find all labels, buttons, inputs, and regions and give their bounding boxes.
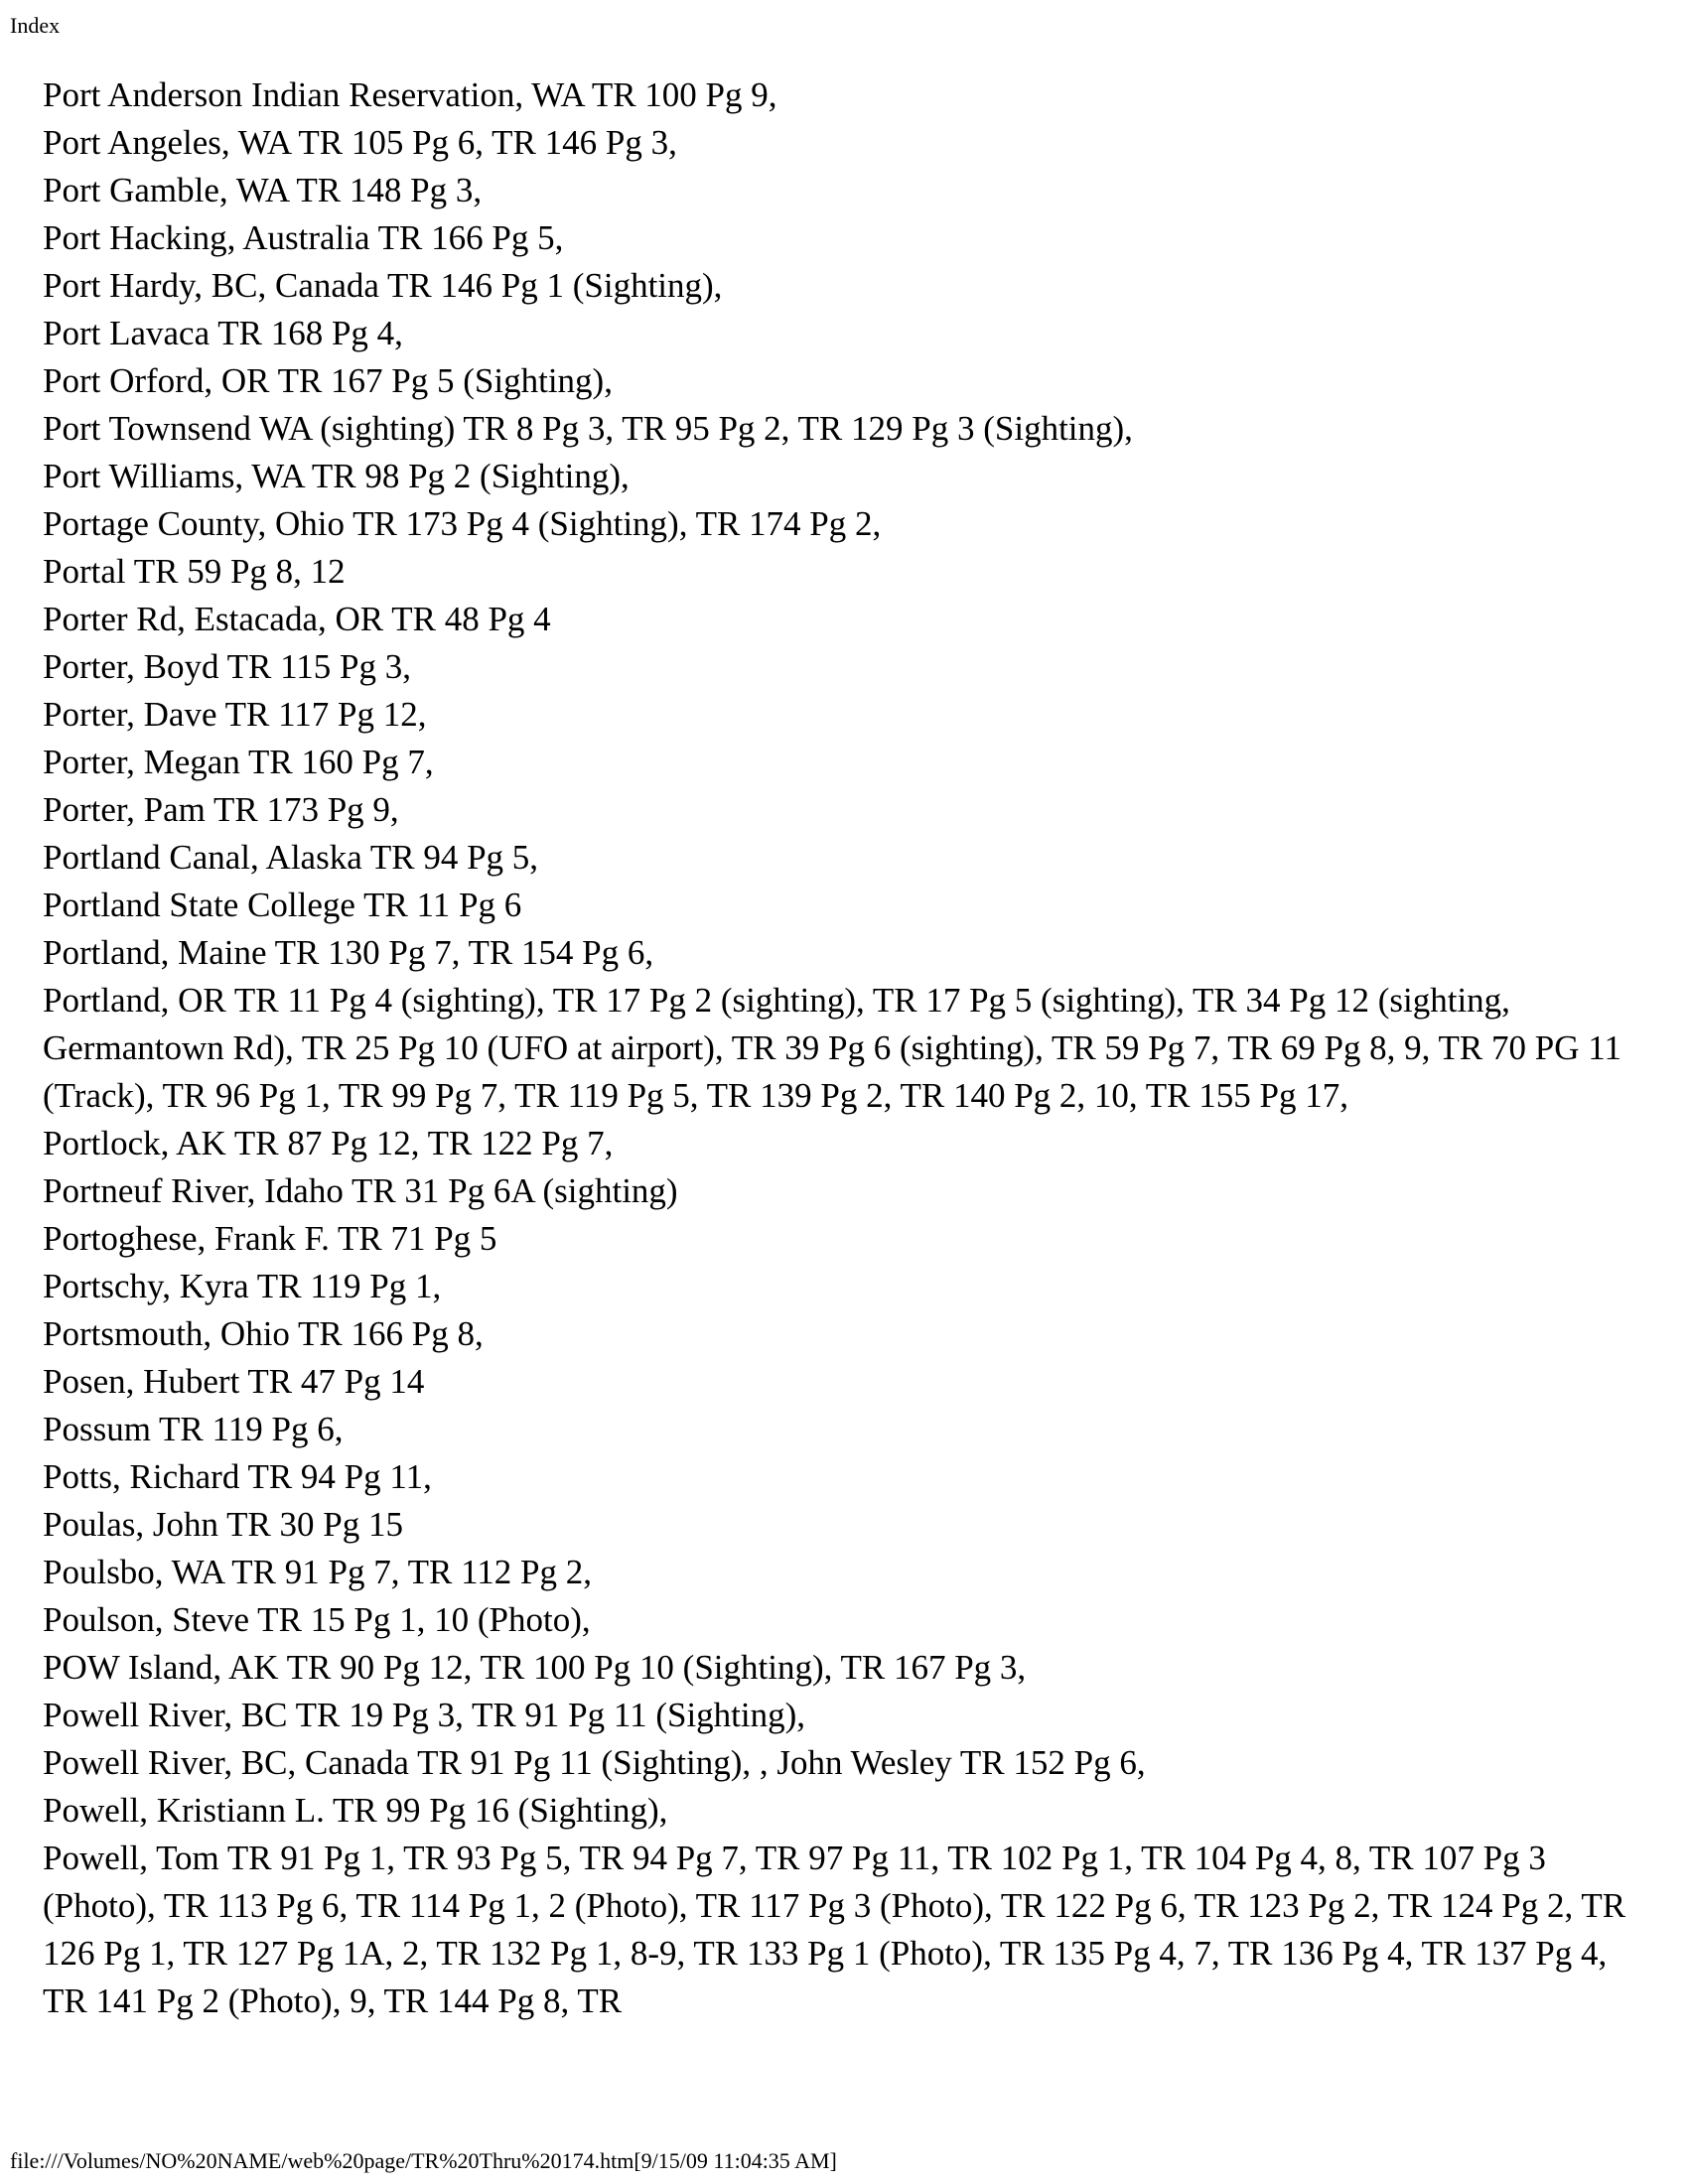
index-entry: Poulsbo, WA TR 91 Pg 7, TR 112 Pg 2, — [43, 1553, 592, 1591]
index-entry: Porter Rd, Estacada, OR TR 48 Pg 4 — [43, 600, 551, 638]
index-entry: Powell River, BC TR 19 Pg 3, TR 91 Pg 11 (Sighting), — [43, 1696, 806, 1734]
index-entry: Port Hardy, BC, Canada TR 146 Pg 1 (Sighting), — [43, 266, 723, 305]
index-entry: Portoghese, Frank F. TR 71 Pg 5 — [43, 1219, 497, 1258]
index-entry: Portsmouth, Ohio TR 166 Pg 8, — [43, 1314, 484, 1353]
index-entry: Poulas, John TR 30 Pg 15 — [43, 1505, 404, 1544]
index-entry: Portlock, AK TR 87 Pg 12, TR 122 Pg 7, — [43, 1124, 614, 1162]
index-entry: Porter, Boyd TR 115 Pg 3, — [43, 647, 411, 686]
index-entry: Poulson, Steve TR 15 Pg 1, 10 (Photo), — [43, 1600, 591, 1639]
index-entry: Possum TR 119 Pg 6, — [43, 1410, 344, 1448]
index-entry: Portal TR 59 Pg 8, 12 — [43, 552, 346, 591]
index-entry: Powell River, BC, Canada TR 91 Pg 11 (Sighting), , John Wesley TR 152 Pg 6, — [43, 1743, 1146, 1782]
index-entry: Powell, Kristiann L. TR 99 Pg 16 (Sighting), — [43, 1791, 668, 1830]
page-footer-url: file:///Volumes/NO%20NAME/web%20page/TR%20Thru%20174.htm[9/15/09 11:04:35 AM] — [10, 2148, 837, 2173]
index-entry: Port Townsend WA (sighting) TR 8 Pg 3, TR 95 Pg 2, TR 129 Pg 3 (Sighting), — [43, 409, 1133, 448]
index-entry: Porter, Dave TR 117 Pg 12, — [43, 695, 427, 734]
index-entry: POW Island, AK TR 90 Pg 12, TR 100 Pg 10 (Sighting), TR 167 Pg 3, — [43, 1648, 1027, 1687]
index-entry: Port Lavaca TR 168 Pg 4, — [43, 314, 403, 352]
index-entry: Port Angeles, WA TR 105 Pg 6, TR 146 Pg 3, — [43, 123, 677, 162]
index-entry: Porter, Pam TR 173 Pg 9, — [43, 790, 399, 829]
index-entry: Potts, Richard TR 94 Pg 11, — [43, 1457, 432, 1496]
index-entry: Port Orford, OR TR 167 Pg 5 (Sighting), — [43, 361, 613, 400]
index-entry: Port Hacking, Australia TR 166 Pg 5, — [43, 218, 564, 257]
index-entry: Port Anderson Indian Reservation, WA TR 100 Pg 9, — [43, 75, 777, 114]
index-entry: Portland, Maine TR 130 Pg 7, TR 154 Pg 6, — [43, 933, 654, 972]
index-entry: Portland, OR TR 11 Pg 4 (sighting), TR 17 Pg 2 (sighting), TR 17 Pg 5 (sighting), TR 34 Pg 12 (sighting, Germantown Rd), TR 25 Pg 10 (UFO at airport), TR 39 Pg 6 (sighting), TR 59 Pg 7, TR 69 Pg 8, 9, TR 70 PG 11 (Track), TR 96 Pg 1, TR 99 Pg 7, TR 119 Pg 5, TR 139 Pg 2, TR 140 Pg 2, 10, TR 155 Pg 17, — [43, 981, 1621, 1115]
index-entry: Portschy, Kyra TR 119 Pg 1, — [43, 1267, 442, 1305]
index-entry: Portneuf River, Idaho TR 31 Pg 6A (sighting) — [43, 1171, 678, 1210]
index-entry: Powell, Tom TR 91 Pg 1, TR 93 Pg 5, TR 94 Pg 7, TR 97 Pg 11, TR 102 Pg 1, TR 104 Pg 4, 8, TR 107 Pg 3 (Photo), TR 113 Pg 6, TR 114 Pg 1, 2 (Photo), TR 117 Pg 3 (Photo), TR 122 Pg 6, TR 123 Pg 2, TR 124 Pg 2, TR 126 Pg 1, TR 127 Pg 1A, 2, TR 132 Pg 1, 8-9, TR 133 Pg 1 (Photo), TR 135 Pg 4, 7, TR 136 Pg 4, TR 137 Pg 4, TR 141 Pg 2 (Photo), 9, TR 144 Pg 8, TR — [43, 1839, 1626, 2020]
index-entry: Port Gamble, WA TR 148 Pg 3, — [43, 171, 483, 209]
index-entry: Posen, Hubert TR 47 Pg 14 — [43, 1362, 425, 1401]
index-entry-list — [43, 71, 1651, 2025]
index-entry: Portland State College TR 11 Pg 6 — [43, 886, 522, 924]
page-header: Index — [10, 13, 61, 38]
index-entry: Porter, Megan TR 160 Pg 7, — [43, 743, 434, 781]
index-entry: Portage County, Ohio TR 173 Pg 4 (Sighting), TR 174 Pg 2, — [43, 504, 882, 543]
index-entry: Portland Canal, Alaska TR 94 Pg 5, — [43, 838, 539, 877]
index-entry: Port Williams, WA TR 98 Pg 2 (Sighting), — [43, 457, 630, 495]
